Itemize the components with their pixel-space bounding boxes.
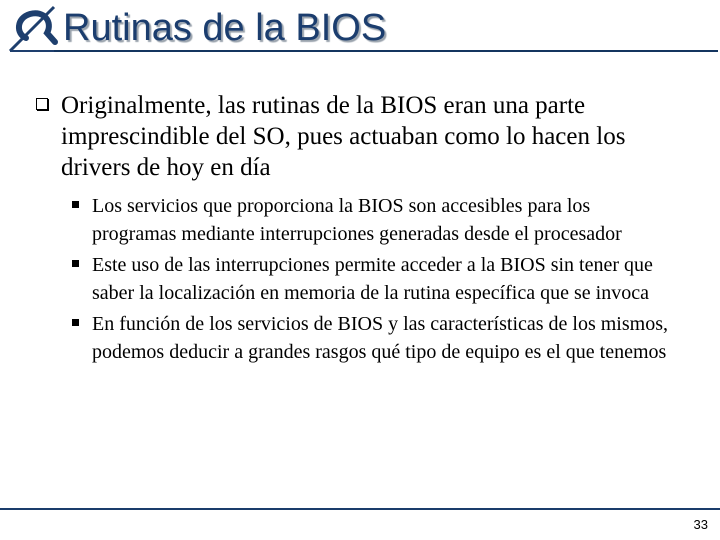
main-bullet-text: Originalmente, las rutinas de la BIOS eran una parte imprescindible del SO, pues actuaban como lo hacen los drivers de hoy en día — [61, 92, 626, 181]
sub-bullet-text: En función de los servicios de BIOS y las características de los mismos, podemos deducir a grandes rasgos qué tipo de equipo es el que tenemos — [92, 313, 668, 363]
filled-square-bullet-icon — [72, 201, 79, 208]
slide-title: Rutinas de la BIOS — [63, 7, 387, 49]
footer-divider — [0, 508, 720, 510]
institution-logo-icon — [4, 4, 60, 56]
sub-bullet-item — [70, 192, 670, 248]
title-divider — [54, 50, 718, 52]
sub-bullet-text: Este uso de las interrupciones permite acceder a la BIOS sin tener que saber la localización en memoria de la rutina específica que se invoca — [92, 254, 653, 304]
filled-square-bullet-icon — [72, 319, 79, 326]
sub-bullet-item — [70, 310, 670, 366]
sub-bullet-text: Los servicios que proporciona la BIOS son accesibles para los programas mediante interrupciones generadas desde el procesador — [92, 195, 622, 245]
page-number: 33 — [693, 517, 708, 532]
sub-bullet-item — [70, 251, 670, 307]
filled-square-bullet-icon — [72, 260, 79, 267]
sub-bullet-list — [70, 192, 670, 369]
hollow-square-bullet-icon — [36, 98, 48, 110]
